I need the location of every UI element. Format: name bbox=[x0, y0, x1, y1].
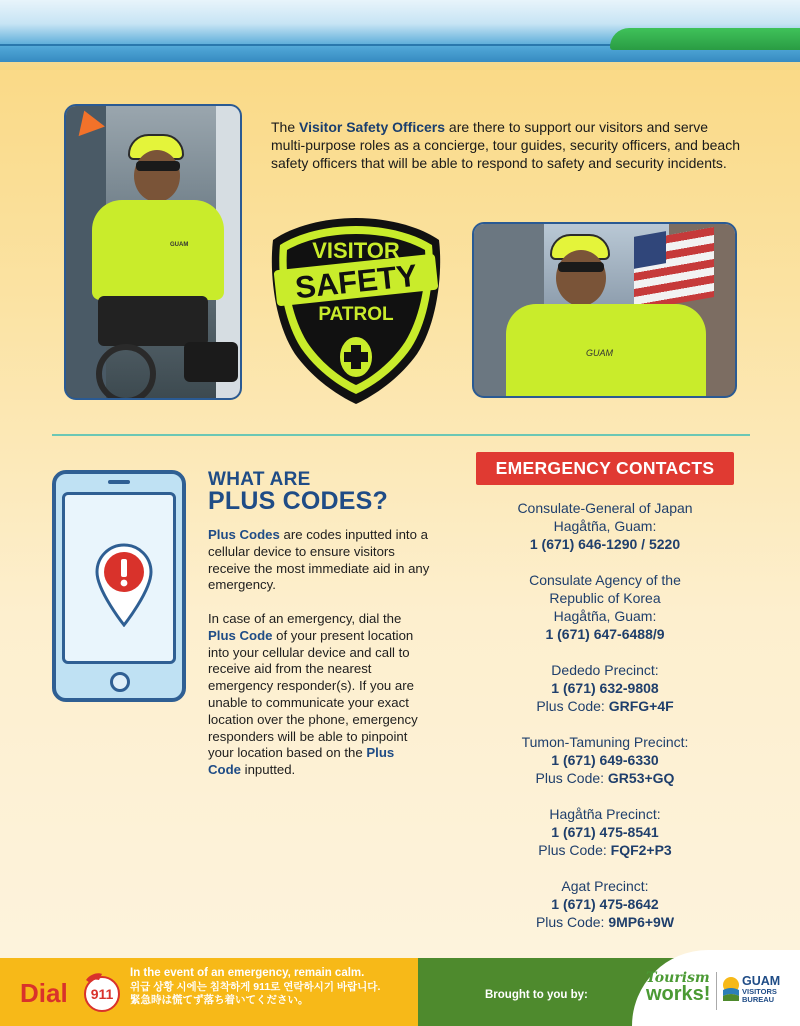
contact-location: Hagåtña, Guam: bbox=[553, 518, 657, 534]
contact-name: Hagåtña Precinct: bbox=[549, 806, 661, 822]
contact-phone[interactable]: 1 (671) 649-6330 bbox=[551, 752, 659, 768]
contact-phone[interactable]: 1 (671) 475-8642 bbox=[551, 896, 659, 912]
p1-bold: Plus Codes bbox=[208, 527, 280, 542]
contact-name: Consulate Agency of the bbox=[529, 572, 681, 588]
footer-emergency-band bbox=[0, 958, 418, 1026]
phone-illustration bbox=[52, 470, 186, 702]
contact-korea bbox=[468, 571, 742, 643]
phone-screen bbox=[62, 492, 176, 664]
plus-codes-title-large: PLUS CODES? bbox=[208, 487, 388, 515]
brought-to-you-by: Brought to you by: bbox=[485, 989, 588, 1001]
sunglasses bbox=[136, 161, 180, 171]
plus-codes-title-small: WHAT ARE bbox=[208, 469, 311, 490]
badge-line1: VISITOR bbox=[312, 238, 400, 263]
plus-code-value: 9MP6+9W bbox=[608, 914, 675, 930]
intro-prefix: The bbox=[271, 119, 300, 135]
plus-code-label: Plus Code: bbox=[535, 770, 608, 786]
sunglasses bbox=[558, 262, 604, 272]
contact-japan bbox=[468, 499, 742, 553]
contact-phone[interactable]: 1 (671) 646-1290 / 5220 bbox=[529, 536, 681, 552]
emergency-contacts-list bbox=[468, 499, 742, 949]
badge-line2: SAFETY bbox=[293, 257, 419, 306]
p2-c: inputted. bbox=[240, 762, 296, 778]
shirt-label: GUAM bbox=[170, 242, 189, 248]
officer-head bbox=[556, 250, 606, 306]
officer-shirt bbox=[92, 200, 224, 300]
contact-phone[interactable]: 1 (671) 475-8541 bbox=[551, 824, 659, 840]
contact-name: Consulate-General of Japan bbox=[517, 500, 693, 516]
contact-name: Tumon-Tamuning Precinct: bbox=[521, 734, 689, 750]
footer-message bbox=[130, 967, 415, 1007]
plus-codes-paragraph-1 bbox=[208, 527, 430, 594]
plus-code-label: Plus Code: bbox=[535, 914, 609, 930]
island-graphic bbox=[610, 28, 800, 50]
contact-phone[interactable]: 1 (671) 647-6488/9 bbox=[545, 626, 665, 642]
officer-bike-photo bbox=[64, 104, 242, 400]
intro-highlight: Visitor Safety Officers bbox=[299, 119, 446, 135]
p2-bold1: Plus Code bbox=[208, 627, 273, 643]
dial-number: 911 bbox=[90, 986, 114, 1002]
phone-speaker bbox=[108, 480, 130, 484]
shirt-label: GUAM bbox=[586, 348, 613, 358]
p2-bold2: Plus Code bbox=[208, 745, 395, 778]
contact-phone[interactable]: 1 (671) 632-9808 bbox=[551, 680, 659, 696]
gvb-line2: VISITORS BUREAU bbox=[742, 987, 777, 1004]
contact-name-2: Republic of Korea bbox=[549, 590, 661, 606]
p1-rest: are codes inputted into a cellular device to ensure visitors receive the most immediate aid in any emergency. bbox=[208, 527, 430, 593]
gvb-mark-icon bbox=[722, 976, 740, 1002]
bike-bag bbox=[184, 342, 238, 382]
footer-japanese-message: 緊急時は慌てず落ち着いてください。 bbox=[130, 994, 309, 1006]
dial-label: Dial bbox=[20, 978, 68, 1008]
plus-code-value: GRFG+4F bbox=[608, 698, 674, 714]
flag-canton bbox=[634, 231, 666, 269]
footer-main-message: In the event of an emergency, remain calm. bbox=[130, 967, 365, 979]
tourism-works-logo[interactable] bbox=[646, 970, 718, 1020]
contact-dededo bbox=[468, 661, 742, 715]
sand-band bbox=[0, 62, 800, 70]
plus-code-label: Plus Code: bbox=[538, 842, 611, 858]
contact-hagatna bbox=[468, 805, 742, 859]
contact-name: Agat Precinct: bbox=[561, 878, 649, 894]
gvb-line1: GUAM bbox=[742, 974, 781, 988]
plus-code-line bbox=[468, 769, 742, 787]
plus-codes-body bbox=[208, 527, 430, 796]
plus-code-value: GR53+GQ bbox=[607, 770, 675, 786]
tourism-works-line1: Tourism bbox=[646, 970, 710, 986]
emergency-contacts-header: EMERGENCY CONTACTS bbox=[476, 452, 734, 485]
plus-code-line bbox=[468, 841, 742, 859]
ocean-banner bbox=[0, 0, 800, 68]
contact-name: Dededo Precinct: bbox=[551, 662, 659, 678]
officer-shorts bbox=[98, 296, 208, 346]
plus-code-line bbox=[468, 913, 742, 931]
contact-tumon-tamuning bbox=[468, 733, 742, 787]
phone-home-button bbox=[110, 672, 130, 692]
guam-visitors-bureau-logo[interactable] bbox=[722, 974, 798, 1014]
contact-agat bbox=[468, 877, 742, 931]
officer-flag-photo bbox=[472, 222, 737, 398]
footer-korean-message: 위급 상황 시에는 침착하게 911로 연락하시기 바랍니다. bbox=[130, 981, 381, 993]
plus-code-label: Plus Code: bbox=[536, 698, 609, 714]
badge-line3: PATROL bbox=[318, 304, 394, 325]
tourism-works-line2: works! bbox=[646, 983, 711, 1005]
plus-codes-paragraph-2 bbox=[208, 611, 430, 779]
logo-separator bbox=[716, 972, 717, 1010]
section-divider bbox=[52, 434, 750, 436]
plus-code-value: FQF2+P3 bbox=[610, 842, 672, 858]
alert-pin-icon bbox=[95, 543, 153, 627]
bike-wheel bbox=[96, 344, 156, 400]
intro-suffix: are there to support our visitors and serve multi-purpose roles as a concierge, tour guides, security officers, and beach safety officers that will be able to respond to safety and security incidents. bbox=[271, 119, 740, 171]
intro-paragraph bbox=[271, 118, 746, 172]
p2-a: In case of an emergency, dial the bbox=[208, 610, 402, 626]
visitor-safety-patrol-badge bbox=[265, 214, 447, 408]
p2-b: of your present location into your cellular device and call to receive aid from the nearest emergency responder(s). If you are unable to communicate your exact location over the phone, emergency responders will be able to pinpoint your location based on the bbox=[208, 627, 418, 761]
plus-code-line bbox=[468, 697, 742, 715]
contact-location: Hagåtña, Guam: bbox=[553, 608, 657, 624]
officer-head bbox=[134, 150, 180, 202]
phone-911-icon bbox=[80, 970, 124, 1014]
